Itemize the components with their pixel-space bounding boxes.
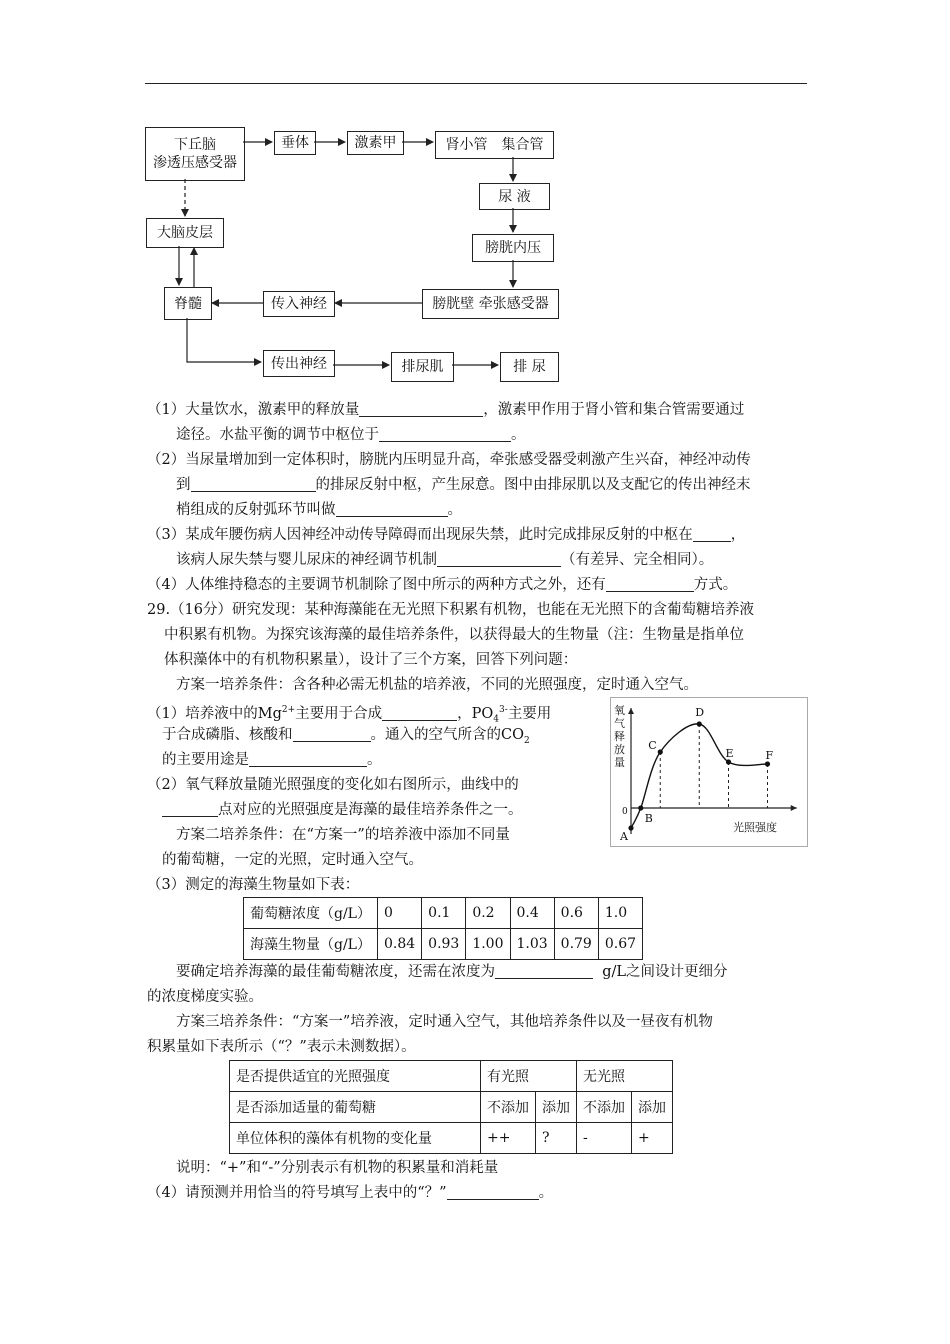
- stretch-receptor-box: 膀胱壁 牵张感受器: [422, 289, 559, 319]
- q29-intro-line1: 29.（16分）研究发现：某种海藻能在无光照下积累有机物，也能在无光照下的含葡萄糖培养液: [147, 602, 755, 618]
- table-cell: 0.84: [377, 929, 421, 960]
- q29-part3-label: （3）测定的海藻生物量如下表：: [147, 877, 360, 893]
- answer-blank[interactable]: [336, 502, 448, 517]
- x-axis-label: 光照强度: [733, 821, 777, 834]
- table-row: [244, 898, 643, 929]
- y-axis-label: 气: [614, 717, 625, 730]
- q29-plan3-line1: 方案三培养条件：“方案一”培养液，定时通入空气，其他培养条件以及一昼夜有机物: [176, 1014, 713, 1030]
- origin-label: 0: [622, 807, 628, 817]
- table-header-cell: 海藻生物量（g/L）: [244, 929, 378, 960]
- q28-part4: （4）人体维持稳态的主要调节机制除了图中所示的两种方式之外，还有 方式。: [147, 577, 738, 593]
- q29-part1-line2: 于合成磷脂、核酸和 。通入的空气所含的$CO_2$: [162, 727, 530, 746]
- answer-blank[interactable]: [437, 552, 561, 567]
- q29-part1-line1: （1）培养液中的$Mg^{2+}$主要用于合成 ，$PO_4^{3-}$主要用: [147, 705, 552, 725]
- table-cell: 1.00: [466, 929, 510, 960]
- glucose-biomass-table: [243, 897, 643, 960]
- q29-part4: （4）请预测并用恰当的符号填写上表中的“？” 。: [147, 1185, 554, 1201]
- y-axis-label: 释: [614, 730, 625, 743]
- table-cell: 有光照: [481, 1061, 577, 1092]
- q29-note: 说明：“+”和“-”分别表示有机物的积累量和消耗量: [176, 1160, 499, 1176]
- y-axis-arrow: [628, 708, 634, 714]
- table-row: [230, 1123, 673, 1154]
- q28-part3-line1: （3）某成年腰伤病人因神经冲动传导障碍而出现尿失禁，此时完成排尿反射的中枢在 ，: [147, 527, 746, 543]
- pituitary-box: 垂体: [274, 131, 316, 155]
- q29-intro-line2: 中积累有机物。为探究该海藻的最佳培养条件，以获得最大的生物量（注：生物量是指单位: [164, 627, 744, 643]
- table-cell: 0: [377, 898, 421, 929]
- q28-part2-line2: 到 的排尿反射中枢，产生尿意。图中由排尿肌以及支配它的传出神经末: [176, 477, 751, 493]
- kidney-box: 肾小管 集合管: [435, 131, 554, 159]
- y-axis-label: 氧: [614, 704, 625, 717]
- point-label-e: E: [725, 747, 734, 760]
- answer-blank[interactable]: [191, 477, 316, 492]
- q28-part2-line3: 梢组成的反射弧环节叫做 。: [176, 502, 462, 518]
- flowchart-arrows: [0, 0, 950, 400]
- q29-after-table-line2: 的浓度梯度实验。: [147, 989, 263, 1005]
- cortex-box: 大脑皮层: [146, 218, 224, 248]
- table-cell: 0.4: [510, 898, 554, 929]
- table-cell: ?: [536, 1123, 577, 1154]
- q29-plan2-line2: 的葡萄糖，一定的光照，定时通入空气。: [162, 852, 423, 868]
- point-label-b: B: [644, 812, 653, 825]
- urine-box: 尿 液: [479, 183, 550, 210]
- table-cell: 0.79: [554, 929, 598, 960]
- oxygen-release-chart: [610, 697, 808, 847]
- table-cell: 1.03: [510, 929, 554, 960]
- q29-plan3-line2: 积累量如下表所示（“？”表示未测数据）。: [147, 1039, 416, 1055]
- data-point-f: [765, 761, 770, 766]
- q29-part1-line3: 的主要用途是 。: [162, 752, 382, 768]
- table-cell: 添加: [632, 1092, 673, 1123]
- q29-intro-line3: 体积藻体中的有机物积累量），设计了三个方案，回答下列问题：: [164, 652, 578, 668]
- table-cell: 不添加: [577, 1092, 632, 1123]
- table-cell: +: [632, 1123, 673, 1154]
- answer-blank[interactable]: [162, 802, 218, 817]
- point-label-f: F: [765, 749, 774, 762]
- table-cell: ++: [481, 1123, 536, 1154]
- table-cell: 0.93: [422, 929, 466, 960]
- answer-blank[interactable]: [379, 427, 511, 442]
- point-label-c: C: [648, 739, 657, 752]
- afferent-nerve-box: 传入神经: [263, 291, 335, 317]
- table-cell: 无光照: [577, 1061, 673, 1092]
- q29-part2-line1: （2）氧气释放量随光照强度的变化如右图所示，曲线中的: [147, 777, 519, 793]
- chart-svg: [611, 698, 807, 846]
- table-header-cell: 是否添加适量的葡萄糖: [230, 1092, 481, 1123]
- bladder-pressure-box: 膀胱内压: [472, 234, 554, 262]
- answer-blank[interactable]: [495, 964, 593, 979]
- y-axis-label: 量: [614, 756, 625, 769]
- answer-blank[interactable]: [382, 706, 457, 721]
- table-cell: 0.6: [554, 898, 598, 929]
- answer-blank[interactable]: [293, 727, 371, 742]
- spinal-cord-box: 脊髓: [164, 287, 212, 320]
- answer-blank[interactable]: [693, 527, 731, 542]
- answer-blank[interactable]: [606, 577, 694, 592]
- data-point-a: [628, 825, 633, 830]
- answer-blank[interactable]: [359, 402, 483, 417]
- q28-part1-line2: 途径。水盐平衡的调节中枢位于 。: [176, 427, 526, 443]
- table-row: [230, 1061, 673, 1092]
- answer-blank[interactable]: [447, 1185, 539, 1200]
- table-cell: 不添加: [481, 1092, 536, 1123]
- q29-part2-line2: 点对应的光照强度是海藻的最佳培养条件之一。: [162, 800, 523, 820]
- hypothalamus-box: 下丘脑 渗透压感受器: [145, 127, 245, 181]
- urination-box: 排 尿: [500, 352, 559, 382]
- point-label-a: A: [620, 830, 628, 843]
- table-cell: -: [577, 1123, 632, 1154]
- q29-after-table-line1: 要确定培养海藻的最佳葡萄糖浓度，还需在浓度为 g/L之间设计更细分: [176, 964, 728, 980]
- data-point-e: [726, 759, 731, 764]
- y-axis-label: 放: [614, 743, 625, 756]
- table-row: [230, 1092, 673, 1123]
- table-header-cell: 葡萄糖浓度（g/L）: [244, 898, 378, 929]
- data-point-c: [658, 749, 663, 754]
- muscle-box: 排尿肌: [391, 352, 454, 382]
- data-point-d: [697, 721, 702, 726]
- q28-part3-line2: 该病人尿失禁与婴儿尿床的神经调节机制 （有差异、完全相同）。: [176, 552, 714, 568]
- table-header-cell: 单位体积的藻体有机物的变化量: [230, 1123, 481, 1154]
- efferent-nerve-box: 传出神经: [263, 350, 335, 377]
- q28-part2-line1: （2）当尿量增加到一定体积时，膀胱内压明显升高，牵张感受器受刺激产生兴奋，神经冲动传: [147, 452, 751, 468]
- q29-plan1: 方案一培养条件：含各种必需无机盐的培养液，不同的光照强度，定时通入空气。: [176, 677, 698, 693]
- table-cell: 0.67: [598, 929, 642, 960]
- q28-part1-line1: （1）大量饮水，激素甲的释放量 ，激素甲作用于肾小管和集合管需要通过: [147, 402, 745, 418]
- point-label-d: D: [695, 706, 705, 719]
- table-row: [244, 929, 643, 960]
- q29-plan2-line1: 方案二培养条件：在“方案一”的培养液中添加不同量: [176, 827, 510, 843]
- answer-blank[interactable]: [249, 752, 367, 767]
- plan3-table: [229, 1060, 673, 1154]
- data-point-b: [638, 805, 643, 810]
- table-cell: 0.2: [466, 898, 510, 929]
- table-header-cell: 是否提供适宜的光照强度: [230, 1061, 481, 1092]
- table-cell: 添加: [536, 1092, 577, 1123]
- hormone-box: 激素甲: [347, 131, 404, 155]
- table-cell: 0.1: [422, 898, 466, 929]
- x-axis-arrow: [791, 805, 797, 811]
- table-cell: 1.0: [598, 898, 642, 929]
